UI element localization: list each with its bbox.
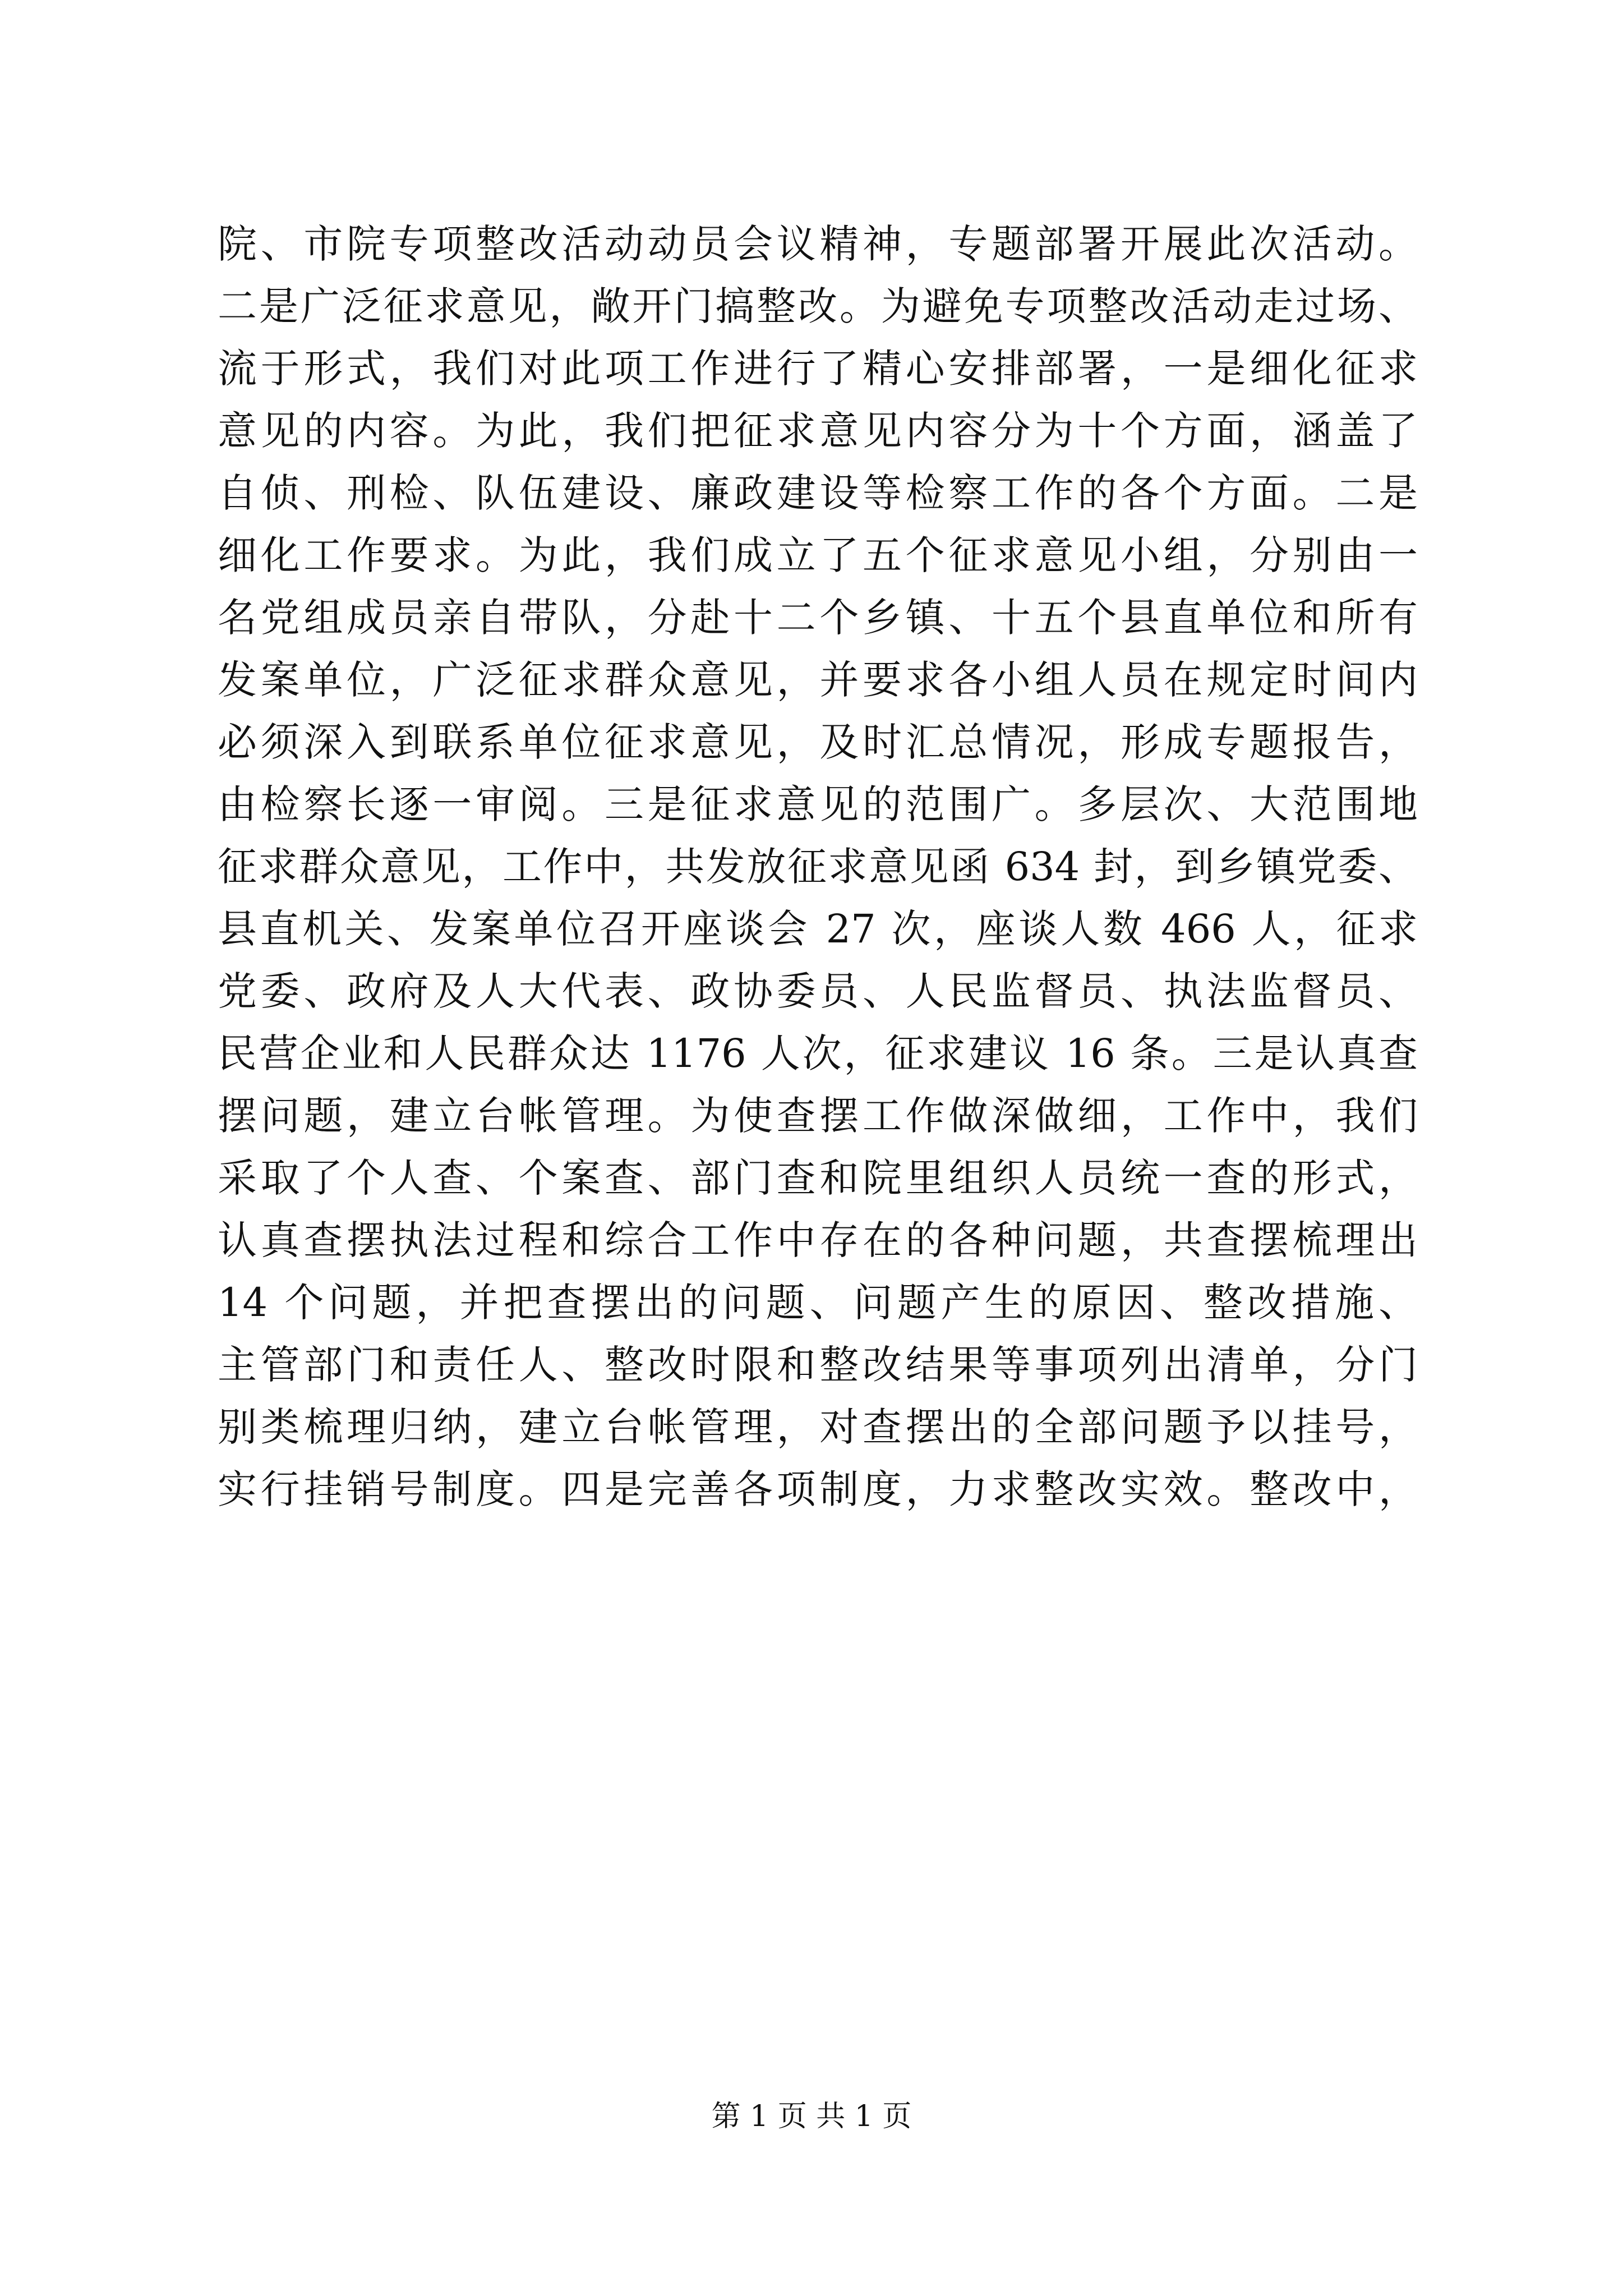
body-text <box>218 213 1418 1521</box>
text-line: 征求群众意见，工作中，共发放征求意见函 634 封，到乡镇党委、 <box>218 844 1418 890</box>
text-line: 14 个问题，并把查摆出的问题、问题产生的原因、整改措施、 <box>218 1280 1418 1326</box>
text-line: 县直机关、发案单位召开座谈会 27 次，座谈人数 466 人，征求 <box>218 906 1418 952</box>
page-footer <box>0 2097 1623 2136</box>
text-line: 党委、政府及人大代表、政协委员、人民监督员、执法监督员、 <box>218 968 1418 1014</box>
text-line: 名党组成员亲自带队，分赴十二个乡镇、十五个县直单位和所有 <box>218 595 1418 641</box>
page-number-label: 第 1 页 共 1 页 <box>711 2100 912 2133</box>
text-line: 主管部门和责任人、整改时限和整改结果等事项列出清单，分门 <box>218 1342 1418 1388</box>
text-line: 发案单位，广泛征求群众意见，并要求各小组人员在规定时间内 <box>218 657 1418 703</box>
text-line: 认真查摆执法过程和综合工作中存在的各种问题，共查摆梳理出 <box>218 1217 1418 1263</box>
text-line: 民营企业和人民群众达 1176 人次，征求建议 16 条。三是认真查 <box>218 1030 1418 1076</box>
text-line: 细化工作要求。为此，我们成立了五个征求意见小组，分别由一 <box>218 532 1418 578</box>
text-line: 采取了个人查、个案查、部门查和院里组织人员统一查的形式， <box>218 1155 1418 1201</box>
text-line: 院、市院专项整改活动动员会议精神，专题部署开展此次活动。 <box>218 221 1418 267</box>
text-line: 摆问题，建立台帐管理。为使查摆工作做深做细，工作中，我们 <box>218 1093 1418 1139</box>
text-line: 意见的内容。为此，我们把征求意见内容分为十个方面，涵盖了 <box>218 408 1418 454</box>
text-line: 必须深入到联系单位征求意见，及时汇总情况，形成专题报告， <box>218 719 1418 765</box>
text-line: 流于形式，我们对此项工作进行了精心安排部署，一是细化征求 <box>218 346 1418 392</box>
text-line: 自侦、刑检、队伍建设、廉政建设等检察工作的各个方面。二是 <box>218 470 1418 516</box>
text-line: 实行挂销号制度。四是完善各项制度，力求整改实效。整改中， <box>218 1466 1418 1512</box>
text-line: 由检察长逐一审阅。三是征求意见的范围广。多层次、大范围地 <box>218 781 1418 827</box>
text-line: 别类梳理归纳，建立台帐管理，对查摆出的全部问题予以挂号， <box>218 1404 1418 1450</box>
text-line: 二是广泛征求意见，敞开门搞整改。为避免专项整改活动走过场、 <box>218 283 1418 329</box>
